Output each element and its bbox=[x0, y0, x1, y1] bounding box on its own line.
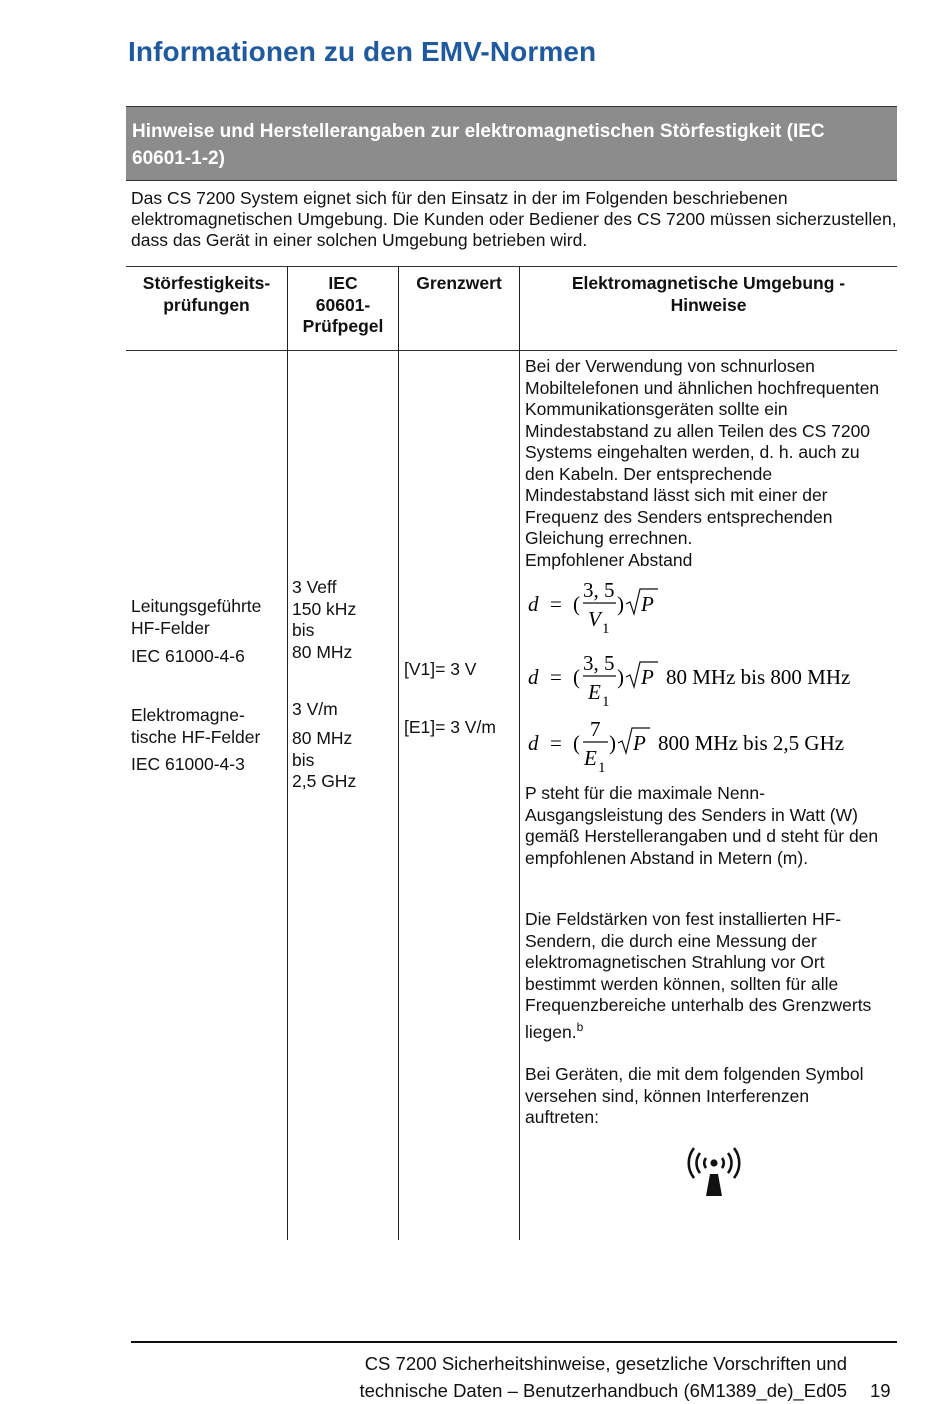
distance-formula-e1-high bbox=[528, 717, 888, 779]
formula-power: P bbox=[641, 592, 654, 616]
formula-paren-close: ) bbox=[609, 731, 616, 755]
test-conducted-rf bbox=[131, 596, 286, 639]
header-test-level bbox=[288, 273, 398, 338]
formula-power: P bbox=[641, 665, 654, 689]
formula-equals: = bbox=[550, 731, 562, 755]
header-immunity-tests-line2: prüfungen bbox=[163, 294, 250, 315]
formula-subscript: 1 bbox=[602, 694, 610, 710]
test-radiated-rf-line1: Elektromagne- bbox=[131, 705, 245, 725]
intro-paragraph: Das CS 7200 System eignet sich für den Einsatz in der im Folgenden beschriebenen elektromagnetischen Umgebung. Die Kunden oder Bediener des CS 7200 müssen sicherzustellen, dass das Gerät in einer solchen Umgebung betrieben wird. bbox=[131, 188, 897, 250]
formula-subscript: 1 bbox=[602, 621, 610, 637]
formula-paren-close: ) bbox=[617, 592, 624, 616]
test-level-radiated-bis: bis bbox=[292, 749, 315, 770]
formula-denominator: E bbox=[584, 746, 597, 770]
formula-equals: = bbox=[550, 592, 562, 616]
header-test-level-line2: 60601- bbox=[315, 294, 371, 315]
formula-d: d bbox=[528, 665, 539, 689]
page-number: 19 bbox=[870, 1380, 891, 1401]
header-environment bbox=[520, 273, 897, 316]
formula-d: d bbox=[528, 731, 539, 755]
formula-frequency-range: 80 MHz bis 800 MHz bbox=[666, 665, 851, 689]
formula-paren-open: ( bbox=[573, 592, 580, 616]
table-header-rule bbox=[126, 350, 897, 351]
header-limit: Grenzwert bbox=[416, 273, 502, 293]
section-header-text: Hinweise und Herstellerangaben zur elektromagnetischen Störfestigkeit (IEC 60601-1-2) bbox=[132, 121, 825, 169]
header-environment-line2: Hinweise bbox=[670, 294, 747, 315]
test-conducted-rf-line1: Leitungsgeführte bbox=[131, 596, 262, 616]
test-level-conducted-voltage: 3 Veff bbox=[292, 577, 337, 597]
formula-coefficient: 3, 5 bbox=[583, 651, 615, 675]
formula-denominator: E bbox=[588, 680, 601, 704]
footer-text bbox=[131, 1350, 847, 1404]
formula-denominator: V bbox=[588, 607, 601, 631]
test-level-radiated-from: 80 MHz bbox=[292, 728, 353, 748]
test-level-radiated-to: 2,5 GHz bbox=[292, 771, 357, 791]
test-radiated-rf-standard: IEC 61000-4-3 bbox=[131, 754, 245, 774]
test-conducted-rf-standard: IEC 61000-4-6 bbox=[131, 646, 245, 666]
formula-d: d bbox=[528, 592, 539, 616]
formula-coefficient: 7 bbox=[590, 717, 601, 741]
table-top-rule bbox=[126, 266, 897, 267]
field-strength-paragraph bbox=[525, 909, 895, 1043]
header-environment-line1: Elektromagnetische Umgebung - bbox=[571, 273, 846, 293]
power-definition-paragraph: P steht für die maximale Nenn-Ausgangsleistung des Senders in Watt (W) gemäß Herstellerangaben und d steht für den empfohlenen Abstand in Metern (m). bbox=[525, 783, 879, 868]
non-ionizing-radiation-icon bbox=[682, 1134, 746, 1198]
test-level-radiated bbox=[292, 728, 356, 793]
footer-rule bbox=[131, 1341, 897, 1343]
column-divider-2 bbox=[398, 267, 399, 1240]
field-strength-text: Die Feldstärken von fest installierten HF-Sendern, die durch eine Messung der elektromagnetischen Strahlung vor Ort bestimmt werden können, sollten für alle Frequenzbereiche unterhalb des Grenzwerts liegen. bbox=[525, 909, 872, 1042]
limit-e1: [E1]= 3 V/m bbox=[404, 717, 496, 737]
footer-line2: technische Daten – Benutzerhandbuch (6M1389_de)_Ed05 bbox=[359, 1380, 847, 1401]
distance-formula-e1-low bbox=[528, 651, 888, 713]
test-level-conducted-bis: bis bbox=[292, 620, 315, 640]
formula-equals: = bbox=[550, 665, 562, 689]
header-immunity-tests-line1: Störfestigkeits- bbox=[142, 273, 271, 293]
test-level-conducted-from: 150 kHz bbox=[292, 598, 357, 619]
test-radiated-rf bbox=[131, 705, 286, 748]
interference-symbol-paragraph: Bei Geräten, die mit dem folgenden Symbol versehen sind, können Interferenzen auftreten: bbox=[525, 1064, 864, 1127]
test-level-conducted bbox=[292, 577, 356, 663]
header-test-level-line1: IEC bbox=[328, 273, 358, 293]
formula-paren-open: ( bbox=[573, 665, 580, 689]
footer-line1: CS 7200 Sicherheitshinweise, gesetzliche Vorschriften und bbox=[364, 1353, 847, 1374]
test-conducted-rf-line2: HF-Felder bbox=[131, 617, 210, 638]
section-header bbox=[126, 106, 897, 181]
page-title: Informationen zu den EMV-Normen bbox=[128, 36, 597, 67]
recommended-distance-label: Empfohlener Abstand bbox=[525, 550, 693, 570]
header-test-level-line3: Prüfpegel bbox=[302, 316, 384, 336]
formula-frequency-range: 800 MHz bis 2,5 GHz bbox=[658, 731, 845, 755]
footnote-marker: b bbox=[576, 1019, 584, 1034]
environment-guidance-paragraph: Bei der Verwendung von schnurlosen Mobiltelefonen und ähnlichen hochfrequenten Kommunikationsgeräten sollte ein Mindestabstand zu allen Teilen des CS 7200 Systems eingehalten werden, d. h. auch zu den Kabeln. Der entsprechende Mindestabstand lässt sich mit einer der Frequenz des Senders entsprechenden Gleichung errechnen. bbox=[525, 356, 880, 548]
formula-coefficient: 3, 5 bbox=[583, 578, 615, 602]
formula-paren-close: ) bbox=[617, 665, 624, 689]
formula-subscript: 1 bbox=[598, 760, 606, 776]
test-level-radiated-field: 3 V/m bbox=[292, 699, 338, 719]
formula-power: P bbox=[633, 731, 646, 755]
formula-paren-open: ( bbox=[573, 731, 580, 755]
test-radiated-rf-line2: tische HF-Felder bbox=[131, 726, 261, 747]
column-divider-3 bbox=[519, 267, 520, 1240]
limit-v1: [V1]= 3 V bbox=[404, 659, 477, 679]
header-immunity-tests bbox=[126, 273, 287, 316]
distance-formula-v1 bbox=[528, 578, 728, 640]
column-divider-1 bbox=[287, 267, 288, 1240]
test-level-conducted-to: 80 MHz bbox=[292, 641, 353, 662]
